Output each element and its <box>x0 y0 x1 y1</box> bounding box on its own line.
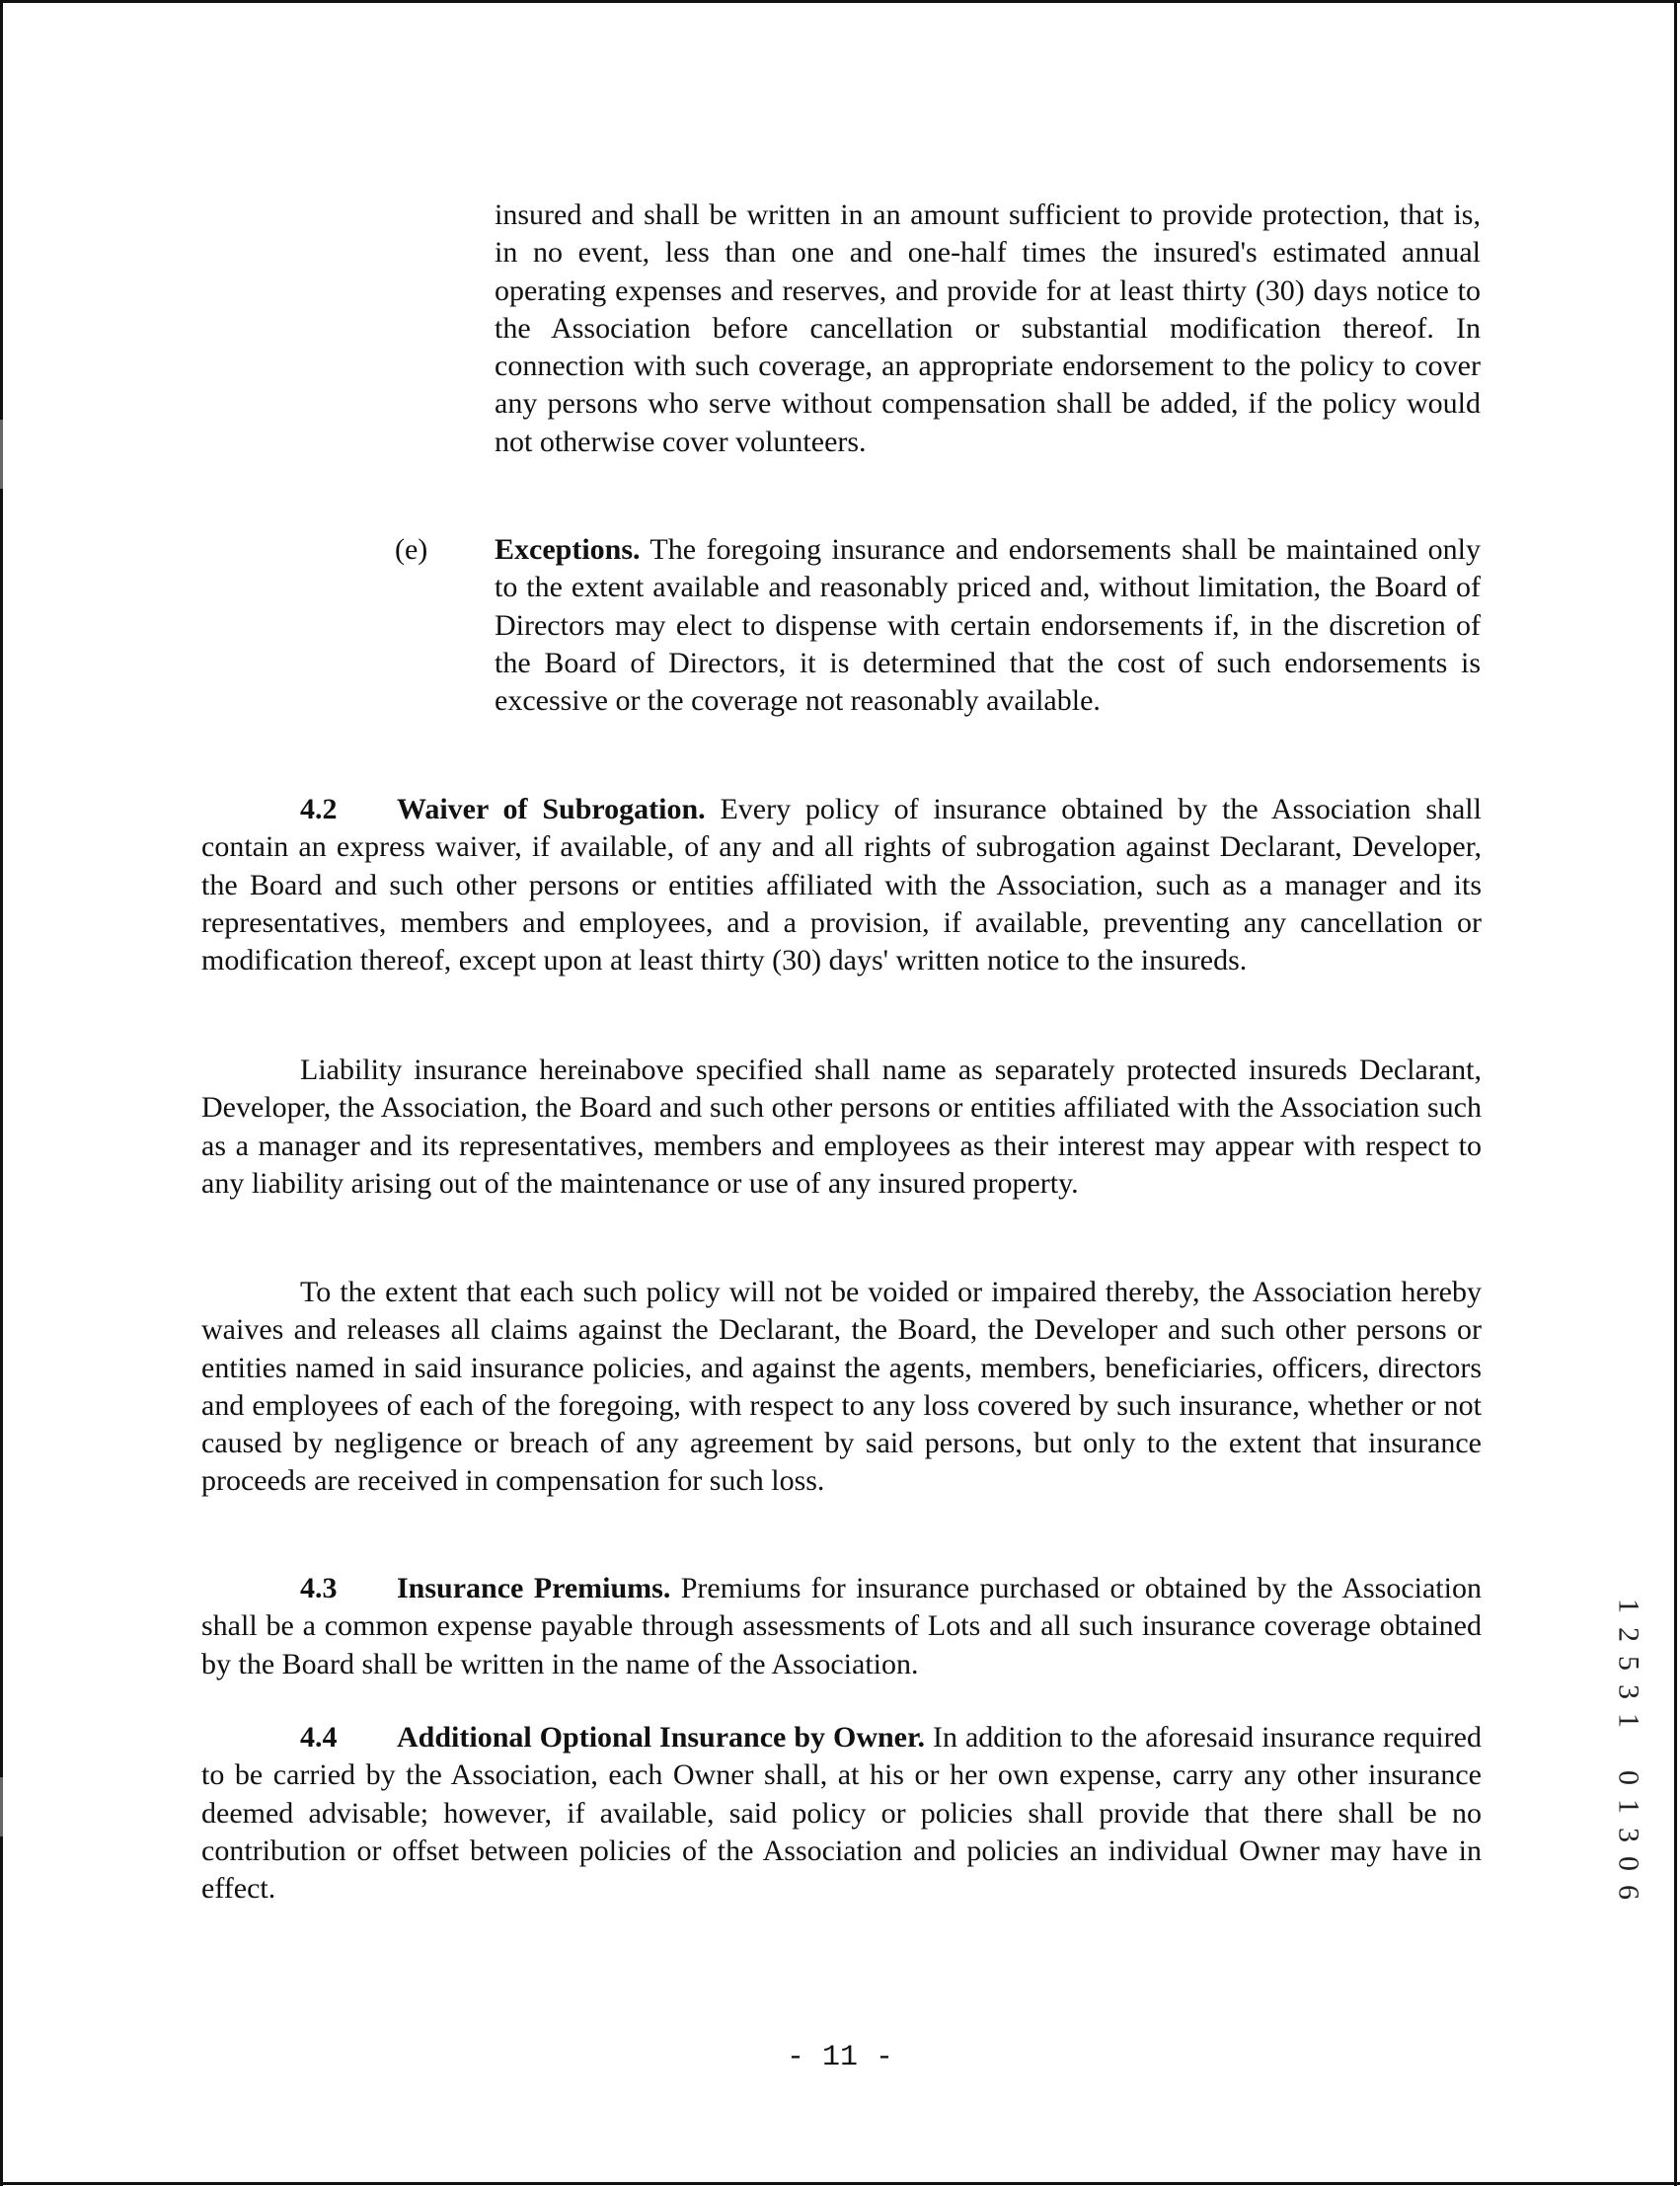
section-4-2-number: 4.2 <box>300 793 338 825</box>
liability-paragraph: Liability insurance hereinabove specified shall name as separately protected insureds Declarant, Developer, the Association, the Board and such other persons or entities affiliated with the Association such as a manager and its representatives, members and employees as their interest may appear with respect to any liability arising out of the maintenance or use of any insured property. <box>201 1054 1482 1200</box>
stamp-digit: 6 <box>1612 1885 1645 1900</box>
recording-stamp <box>1609 1592 1648 1907</box>
stamp-digit: 3 <box>1612 1684 1645 1699</box>
section-4-2-paragraph <box>201 791 1482 979</box>
section-4-3-text: Premiums for insurance purchased or obtained by the Association shall be a common expense payable through assessments of Lots and all such insurance coverage obtained by the Board shall be written in the name of the Association. <box>201 1572 1482 1680</box>
item-e-marker: (e) <box>395 533 428 566</box>
stamp-digit: 3 <box>1612 1828 1645 1842</box>
extent-paragraph: To the extent that each such policy will not be voided or impaired thereby, the Association hereby waives and releases all claims against the Declarant, the Board, the Developer and such other persons or entities named in said insurance policies, and against the agents, members, beneficiaries, officers, directors and employees of each of the foregoing, with respect to any loss covered by such insurance, whether or not caused by negligence or breach of any agreement by said persons, but only to the extent that insurance proceeds are received in compensation for such loss. <box>201 1276 1482 1498</box>
stamp-digit: 1 <box>1612 1599 1645 1613</box>
stamp-digit: 5 <box>1612 1656 1645 1671</box>
stamp-digit: 0 <box>1612 1770 1645 1785</box>
stamp-digit: 1 <box>1612 1799 1645 1814</box>
section-4-3-number: 4.3 <box>300 1572 338 1604</box>
section-4-4-text: In addition to the aforesaid insurance required to be carried by the Association, each Owner shall, at his or her own expense, carry any other insurance deemed advisable; however, if available, said policy or policies shall provide that there shall be no contribution or offset between policies of the Association and policies an individual Owner may have in effect. <box>201 1721 1482 1906</box>
section-4-4-paragraph <box>201 1719 1482 1908</box>
section-4-4-number: 4.4 <box>300 1721 338 1754</box>
item-e-text: The foregoing insurance and endorsements shall be maintained only to the extent available and reasonably priced and, without limitation, the Board of Directors may elect to dispense with certain endorsements if, in the discretion of the Board of Directors, it is determined that the cost of such endorsements is excessive or the coverage not reasonably available. <box>495 533 1481 718</box>
page-number: - 11 - <box>786 2041 894 2074</box>
section-4-4-heading: Additional Optional Insurance by Owner. <box>397 1721 926 1754</box>
item-d-continuation: insured and shall be written in an amount sufficient to provide protection, that is, in no event, less than one and one-half times the insured's estimated annual operating expenses and reserves, and provide for at least thirty (30) days notice to the Association before cancellation or substantial modification thereof. In connection with such coverage, an appropriate endorsement to the policy to cover any persons who serve without compensation shall be added, if the policy would not otherwise cover volunteers. <box>495 198 1481 458</box>
item-e-paragraph <box>495 531 1481 720</box>
section-4-3-paragraph <box>201 1570 1482 1683</box>
section-4-2-heading: Waiver of Subrogation. <box>397 793 706 825</box>
section-4-2-text: Every policy of insurance obtained by the Association shall contain an express waiver, if available, of any and all rights of subrogation against Declarant, Developer, the Board and such other persons or entities affiliated with the Association, such as a manager and its representatives, members and employees, and a provision, if available, preventing any cancellation or modification thereof, except upon at least thirty (30) days' written notice to the insureds. <box>201 793 1482 977</box>
stamp-digit: 0 <box>1612 1856 1645 1871</box>
item-e-heading: Exceptions. <box>495 533 641 566</box>
stamp-digit: 1 <box>1612 1713 1645 1728</box>
section-4-3-heading: Insurance Premiums. <box>397 1572 671 1604</box>
stamp-digit: 2 <box>1612 1627 1645 1642</box>
